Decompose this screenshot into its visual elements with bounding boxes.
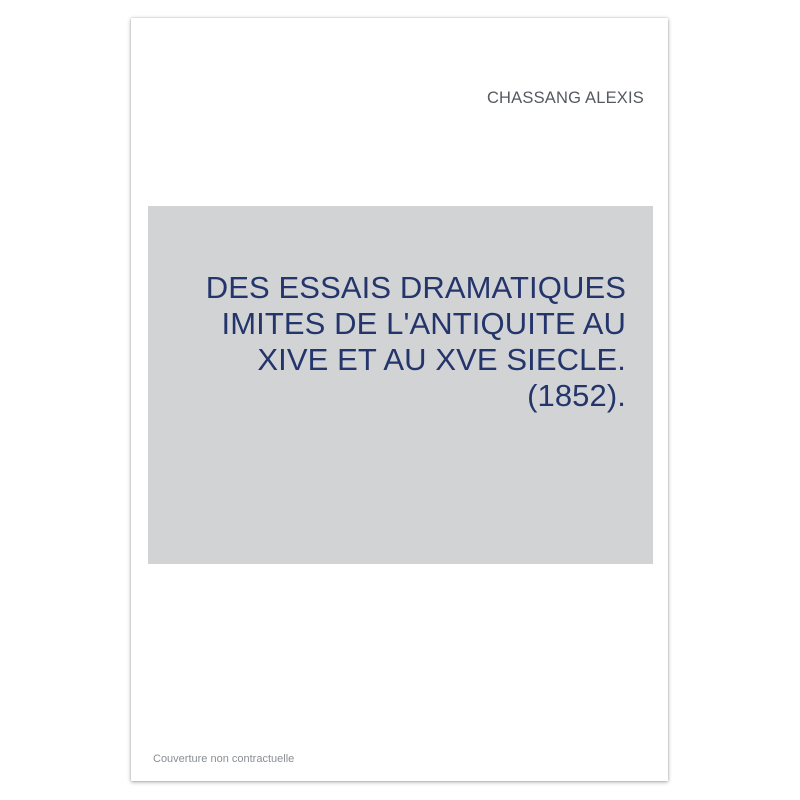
title-panel <box>148 206 653 564</box>
book-title: DES ESSAIS DRAMATIQUES IMITES DE L'ANTIQUITE AU XIVE ET AU XVE SIECLE. (1852). <box>205 270 626 413</box>
author-name: CHASSANG ALEXIS <box>486 89 644 107</box>
cover-disclaimer: Couverture non contractuelle <box>153 753 295 765</box>
book-cover <box>131 18 668 781</box>
